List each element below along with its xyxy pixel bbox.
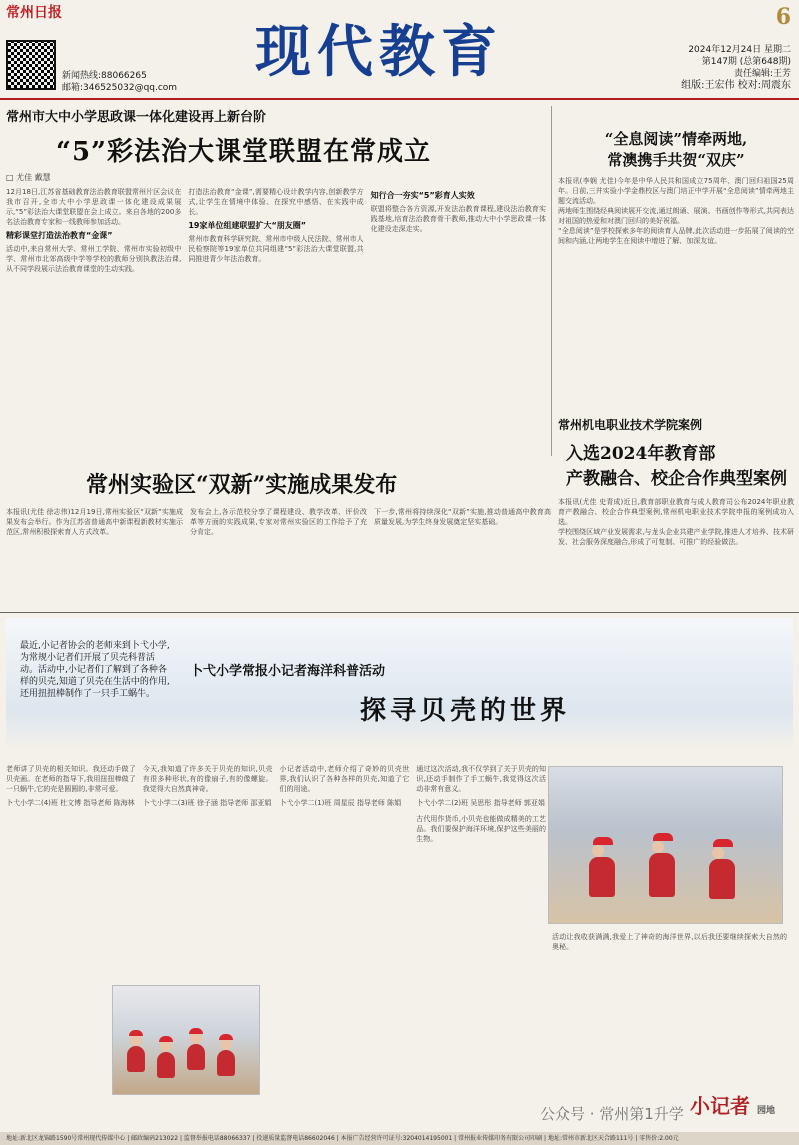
feature-kicker: 卜弋小学常报小记者海洋科普活动 [190,664,386,679]
story3-body [558,497,794,607]
story-reading-macau [558,128,794,376]
section-divider [0,612,799,613]
issue-number: 第147期 (总第648期) [701,57,791,67]
story4-headline: 常州实验区“双新”实施成果发布 [86,472,398,498]
brand-sub: 园地 [756,1106,775,1116]
story1-subhead3: 知行合一夯实“5”彩育人实效 [370,191,475,200]
page-number: 6 [775,4,791,30]
feature-credit: 卜弋小学二(4)班 杜文博 指导老师 陈海林 [6,799,135,807]
kid-reporter-brand [690,1090,775,1119]
feature-credit: 卜弋小学二(2)班 吴思彤 指导老师 郭亚娟 [416,799,545,807]
story4-para2: 发布会上,各示范校分享了课程建设、教学改革、评价改革等方面的实践成果,专家对常州实验区的工作给予了充分肯定。 [190,508,367,536]
story-vocational-college [558,416,794,607]
footer-info: 地址:新北区龙锦路1590号常州现代传媒中心 | 邮政编码213022 | 监督举报电话88066337 | 投递质量监督电话86602046 | 本报广告经营许可证号:3204014195001 | 常州报业传媒印务有限公司印刷 | 地址:常州市新北区天合路111号 | 零售价:2.00元 [0,1132,799,1145]
brand-name: 小记者 [690,1094,750,1118]
feature-credit: 卜弋小学二(3)班 徐子涵 指导老师 邵亚娟 [142,799,272,807]
story1-para3: 打造法治教育“金课”,需要精心设计教学内容,创新教学方式,让学生在情境中体验、在探究中感悟、在实践中成长。 [188,188,364,216]
story2-para2: 两地师生围绕经典阅读展开交流,通过朗诵、展演、书画创作等形式,共同表达对祖国的热爱和对澳门回归的美好祝福。 [558,207,794,225]
story2-headline: 常澳携手共贺“双庆” [607,151,745,169]
story2-body [558,176,794,376]
story1-byline: □ 尤佳 戴慧 [6,173,51,182]
story3-para2: 学校围绕区域产业发展需求,与龙头企业共建产业学院,推进人才培养、技术研发、社会服务深度融合,形成了可复制、可推广的经验做法。 [558,528,794,546]
story4-para3: 下一步,常州将持续深化“双新”实施,推动普通高中教育高质量发展,为学生终身发展奠定坚实基础。 [374,508,551,526]
story3-headline-line2: 产教融合、校企合作典型案例 [566,469,787,489]
story3-headline-line1: 入选2024年教育部 [566,444,716,464]
story2-para1: 本报讯(李娴 尤佳)今年是中华人民共和国成立75周年、澳门回归祖国25周年。日前,三井实验小学金鼎校区与澳门培正中学开展“全息阅读”情牵两地主题交流活动。 [558,177,794,205]
photo-classroom-right [548,766,783,924]
feature-col1-text: 老师讲了贝壳的相关知识。我还动手做了贝壳画。在老师的指导下,我用扭扭棒做了一只蜗牛,它的壳是圆圆的,非常可爱。 [6,765,136,793]
layout-credit: 组版:王宏伟 校对:周震东 [681,80,791,91]
feature-columns [6,764,546,1104]
feature-col4 [416,764,546,1104]
story1-para2: 活动中,来自常州大学、常州工学院、常州市实验初级中学、常州市北郊高级中学等学校的教师分别执教法治课,从不同学段展示法治教育课堂的生动实践。 [6,245,182,273]
story1-subhead1: 精彩课堂打造法治教育“金课” [6,231,113,240]
story1-para5: 联盟将整合各方资源,开发法治教育课程,建设法治教育实践基地,培育法治教育骨干教师,推动大中小学思政课一体化建设走深走实。 [370,205,546,233]
contact-info [62,70,177,94]
issue-info [681,44,791,92]
feature-col3 [280,764,410,1104]
story2-para3: “全息阅读”是学校探索多年的阅读育人品牌,此次活动进一步拓展了阅读的空间和内涵,让两地学生在阅读中增进了解、加深友谊。 [558,227,794,245]
feature-col5-text: 古代用作货币,小贝壳也能做成精美的工艺品。我们要保护海洋环境,保护这些美丽的生物。 [416,815,546,843]
qr-code-icon [6,40,56,90]
story1-kicker: 常州市大中小学思政课一体化建设再上新台阶 [6,110,267,125]
feature-col4-text: 通过这次活动,我不仅学到了关于贝壳的知识,还动手制作了手工蜗牛,我觉得这次活动非常有意义。 [416,765,546,793]
feature-credit: 卜弋小学二(1)班 周星辰 指导老师 陈娟 [279,799,402,807]
story4-para1: 本报讯(尤佳 徐志伟)12月19日,常州实验区“双新”实施成果发布会举行。作为江苏省普通高中新课程新教材实施示范区,常州积极探索育人方式改革。 [6,508,183,536]
feature-col3-text: 小记者活动中,老师介绍了奇妙的贝壳世界,我们认识了各种各样的贝壳,知道了它们的用途。 [279,765,410,793]
section-title: 现代教育 [255,19,503,85]
feature-headline: 探寻贝壳的世界 [360,696,571,726]
feature-col2-text: 今天,我知道了许多关于贝壳的知识,贝壳有很多种形状,有的像扇子,有的像螺旋。我觉得大自然真神奇。 [142,765,273,793]
editor-credit: 责任编辑:王芳 [733,69,791,79]
story2-kicker: “全息阅读”情牵两地, [604,130,748,148]
story3-para1: 本报讯(尤佳 史青成)近日,教育部职业教育与成人教育司公布2024年职业教育产教融合、校企合作典型案例,常州机电职业技术学院申报的案例成功入选。 [558,498,794,526]
paper-logo: 常州日报 [6,5,62,21]
story-law-classroom [6,106,546,417]
story1-para1: 12月18日,江苏省基础教育法治教育联盟常州片区会议在我市召开,全市大中小学思政课一体化建设成果展示,“5”彩法治大课堂联盟在会上成立。来自各地的200多名法治教育专家和一线教师参加活动。 [6,188,182,226]
story3-kicker: 常州机电职业技术学院案例 [558,418,703,432]
issue-date: 2024年12月24日 星期二 [688,45,791,55]
story1-headline: “5”彩法治大课堂联盟在常成立 [56,137,432,167]
email: 邮箱:346525032@qq.com [62,83,178,93]
hotline: 新闻热线:88066265 [62,71,147,81]
feature-col6-text: 活动让我收获满满,我爱上了神奇的海洋世界,以后我还要继续探索大自然的奥秘。 [552,933,787,951]
story1-para4: 常州市教育科学研究院、常州市中级人民法院、常州市人民检察院等19家单位共同组建“5”彩法治大课堂联盟,共同推进青少年法治教育。 [188,235,364,263]
masthead [0,0,799,100]
story1-subhead2: 19家单位组建联盟扩大“朋友圈” [188,221,306,230]
feature-col6 [552,932,787,1082]
story-experimental-zone [6,468,551,617]
column-rule [551,106,552,456]
wechat-watermark: 公众号 · 常州第1升学 [540,1105,684,1123]
feature-deck: 最近,小记者协会的老师来到卜弋小学,为常规小记者们开展了贝壳科普活动。活动中,小记者们了解到了各种各样的贝壳,知道了贝壳在生活中的作用,还用扭扭棒制作了一只手工蜗牛。 [20,641,170,699]
photo-classroom-left [112,985,260,1095]
